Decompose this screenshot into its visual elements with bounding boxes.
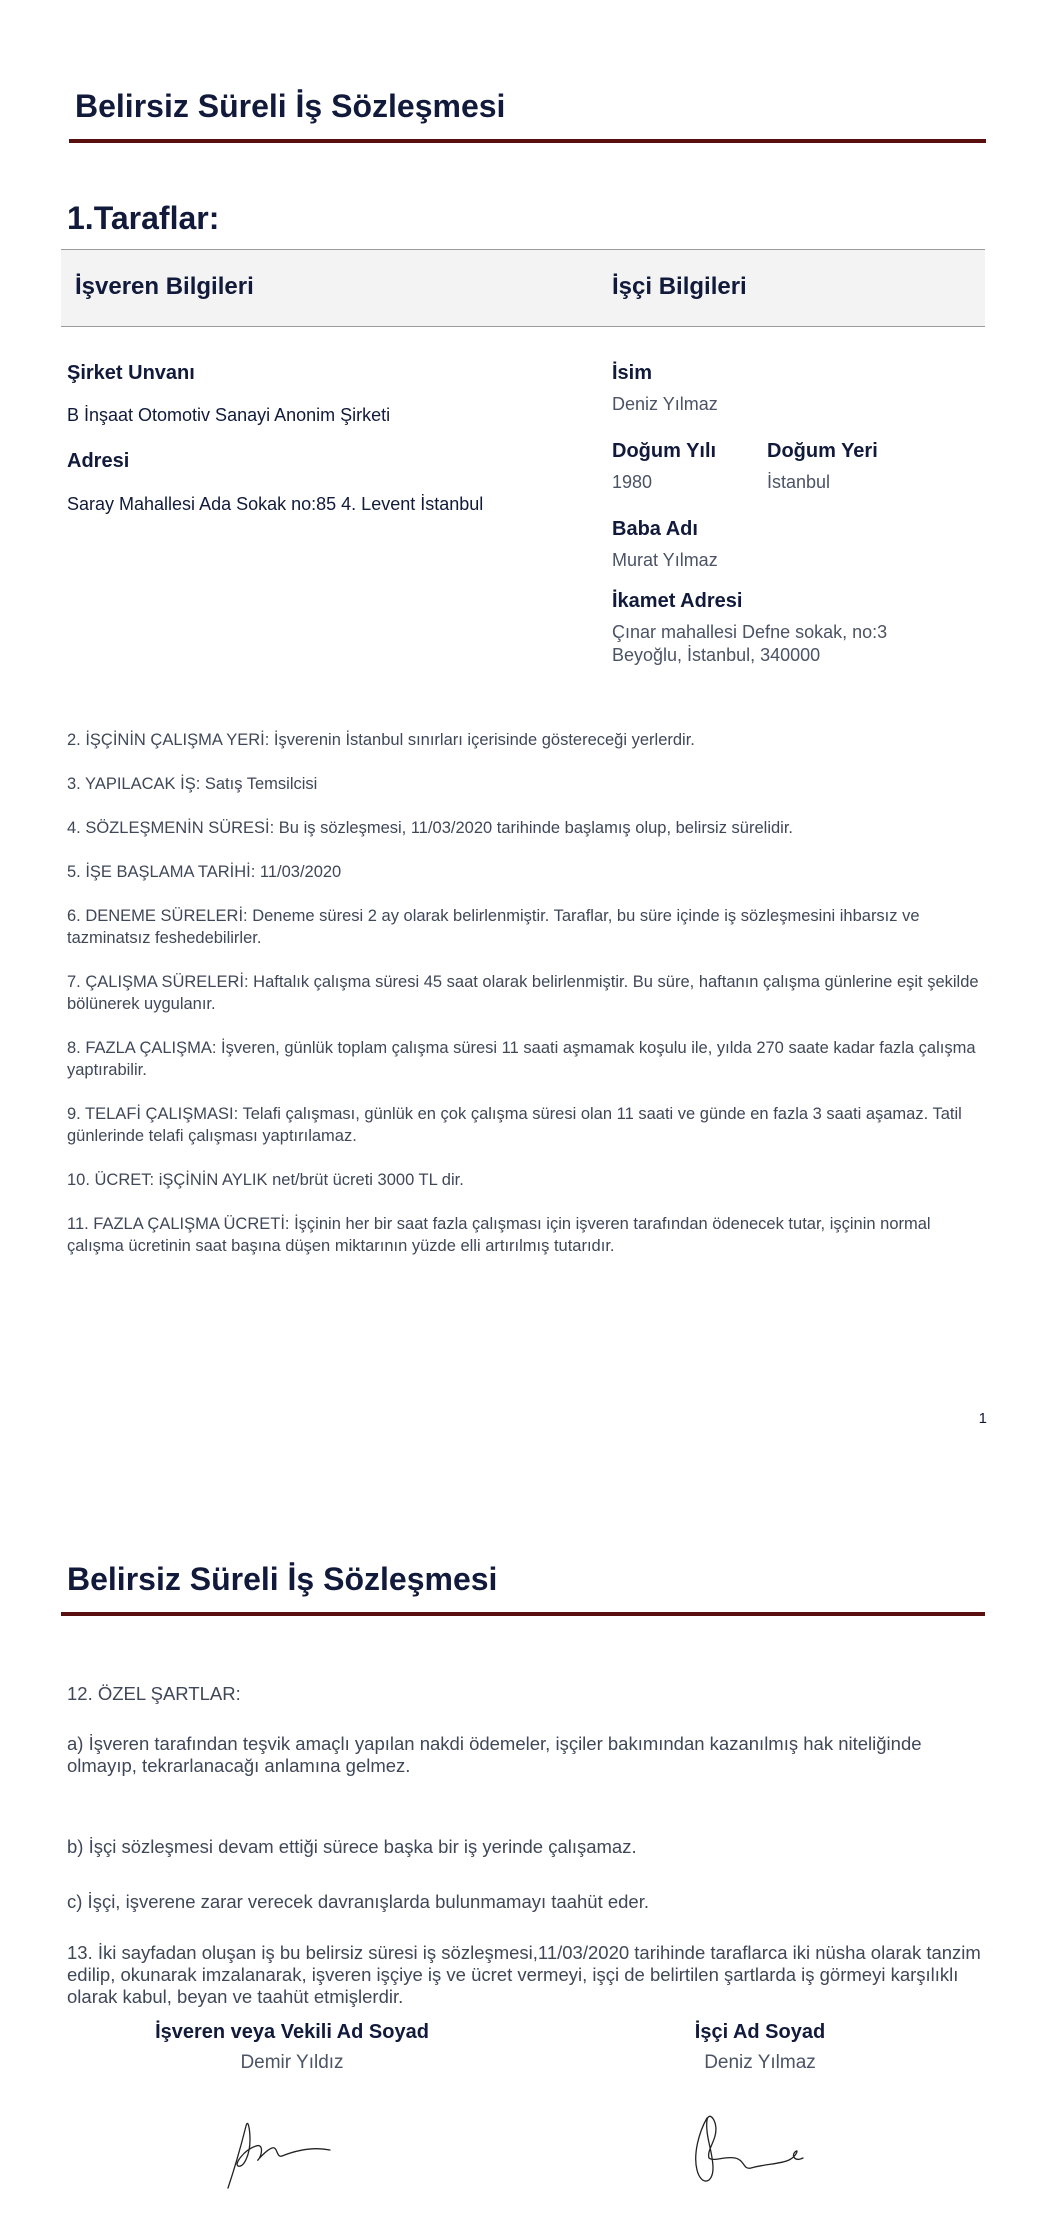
employee-signature-image — [685, 2110, 815, 2190]
birth-year-label: Doğum Yılı — [612, 440, 717, 462]
address-label: Adresi — [67, 450, 130, 472]
employer-header: İşveren Bilgileri — [75, 273, 254, 300]
birth-place-label: Doğum Yeri — [767, 440, 878, 462]
residence-line-1: Çınar mahallesi Defne sokak, no:3 — [612, 622, 888, 642]
residence-label: İkamet Adresi — [612, 590, 743, 612]
father-label: Baba Adı — [612, 518, 698, 540]
name-value: Deniz Yılmaz — [612, 394, 718, 414]
special-term-b: b) İşçi sözleşmesi devam ettiği sürece başka bir iş yerinde çalışamaz. — [67, 1836, 637, 1857]
page-2 — [0, 1470, 1044, 2216]
parties-header-band — [61, 249, 985, 327]
employer-signature-label: İşveren veya Vekili Ad Soyad — [155, 2021, 429, 2043]
clause-5: 5. İŞE BAŞLAMA TARİHİ: 11/03/2020 — [67, 863, 342, 881]
company-label: Şirket Unvanı — [67, 362, 195, 384]
special-terms-heading: 12. ÖZEL ŞARTLAR: — [67, 1683, 241, 1704]
name-label: İsim — [612, 362, 653, 384]
clause-13: 13. İki sayfadan oluşan iş bu belirsiz süresi iş sözleşmesi,11/03/2020 tarihinde taraflarca iki nüsha olarak tanzim edilip, okunarak imzalanarak, işveren işçiye iş ve ücret vermeyi, işçi de belirtilen şartlarda iş görmeyi karşılıklı olarak kabul, beyan ve taahüt etmişlerdir. — [67, 1942, 981, 2007]
clause-9: 9. TELAFİ ÇALIŞMASI: Telafi çalışması, günlük en çok çalışma süresi olan 11 saati ve günde en fazla 3 saati aşamaz. Tatil günlerinde telafi çalışması yaptırılamaz. — [67, 1105, 962, 1145]
employer-signature-name: Demir Yıldız — [240, 2052, 344, 2073]
clause-11: 11. FAZLA ÇALIŞMA ÜCRETİ: İşçinin her bir saat fazla çalışması için işveren tarafından ödenecek tutar, işçinin normal çalışma ücretinin saat başına düşen miktarının yüzde elli artırılmış tutarıdır. — [67, 1215, 931, 1255]
employee-signature-name: Deniz Yılmaz — [704, 2052, 816, 2073]
document-title-page-2: Belirsiz Süreli İş Sözleşmesi — [67, 1561, 498, 1597]
clause-8: 8. FAZLA ÇALIŞMA: İşveren, günlük toplam çalışma süresi 11 saati aşmamak koşulu ile, yılda 270 saate kadar fazla çalışma yaptırabilir. — [67, 1039, 976, 1079]
residence-line-2: Beyoğlu, İstanbul, 340000 — [612, 645, 821, 665]
father-value: Murat Yılmaz — [612, 550, 718, 570]
clause-3: 3. YAPILACAK İŞ: Satış Temsilcisi — [67, 775, 318, 793]
page-number: 1 — [978, 1410, 987, 1427]
special-term-a: a) İşveren tarafından teşvik amaçlı yapılan nakdi ödemeler, işçiler bakımından kazanılmış hak niteliğinde olmayıp, tekrarlanacağı anlamına gelmez. — [67, 1733, 922, 1776]
birth-place-value: İstanbul — [767, 472, 831, 492]
document-title: Belirsiz Süreli İş Sözleşmesi — [75, 88, 506, 124]
birth-year-value: 1980 — [612, 472, 653, 492]
title-divider-page-2 — [61, 1612, 985, 1616]
title-divider — [69, 139, 986, 143]
employer-signature-block — [112, 2021, 472, 2074]
employee-header: İşçi Bilgileri — [612, 273, 747, 300]
employee-signature-label: İşçi Ad Soyad — [694, 2021, 826, 2043]
clause-2: 2. İŞÇİNİN ÇALIŞMA YERİ: İşverenin İstanbul sınırları içerisinde göstereceği yerlerdir. — [67, 731, 695, 749]
clause-10: 10. ÜCRET: iŞÇİNİN AYLIK net/brüt ücreti 3000 TL dir. — [67, 1171, 464, 1189]
employee-signature-block — [580, 2021, 940, 2074]
employer-signature-image — [220, 2110, 335, 2190]
special-term-c: c) İşçi, işverene zarar verecek davranışlarda bulunmamayı taahüt eder. — [67, 1891, 650, 1912]
clauses-list — [67, 729, 987, 1279]
company-value: B İnşaat Otomotiv Sanayi Anonim Şirketi — [67, 405, 391, 425]
parties-heading: 1.Taraflar: — [67, 200, 220, 236]
address-value: Saray Mahallesi Ada Sokak no:85 4. Levent İstanbul — [67, 494, 484, 514]
clause-7: 7. ÇALIŞMA SÜRELERİ: Haftalık çalışma süresi 45 saat olarak belirlenmiştir. Bu süre, haftanın çalışma günlerine eşit şekilde bölünerek uygulanır. — [67, 973, 979, 1013]
clause-6: 6. DENEME SÜRELERİ: Deneme süresi 2 ay olarak belirlenmiştir. Taraflar, bu süre içinde iş sözleşmesini ihbarsız ve tazminatsız feshedebilirler. — [67, 907, 920, 947]
clause-4: 4. SÖZLEŞMENİN SÜRESİ: Bu iş sözleşmesi, 11/03/2020 tarihinde başlamış olup, belirsiz sürelidir. — [67, 819, 793, 837]
